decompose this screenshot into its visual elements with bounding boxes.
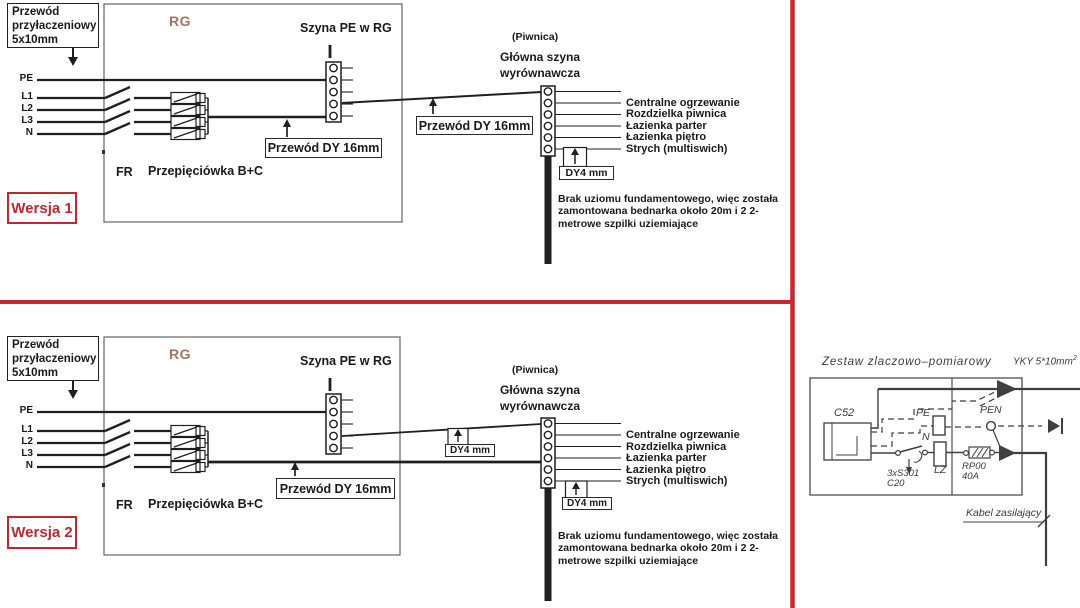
v2-dy4-strip-arrow-icon (566, 481, 588, 498)
v1-pe-bus-strip (326, 45, 353, 122)
fuse-rp00-symbol (964, 447, 995, 458)
v1-pe-bus-title: Szyna PE w RG (300, 21, 392, 35)
v1-branch-label: Łazienka piętro (626, 131, 707, 143)
v1-version-badge: Wersja 1 (7, 192, 77, 224)
meter-c52-symbol (824, 423, 871, 460)
meter-breaker-label (887, 469, 919, 489)
v1-main-bus-title-line1: Główna szyna (499, 50, 581, 64)
v1-earthing-note-line3: metrowe szpilki uziemiające (558, 217, 699, 230)
v1-wire-l2-label: L2 (21, 103, 33, 114)
v2-rg-label: RG (169, 346, 191, 362)
v2-main-bus-title-line2: wyrównawcza (499, 399, 581, 413)
v2-main-equalisation-bus (541, 418, 621, 488)
v1-main-bus-title-line2: wyrównawcza (499, 66, 581, 80)
v2-surge-arresters (171, 426, 208, 473)
continuation-arrow-icon (1048, 418, 1062, 434)
v2-wire-n-label: N (25, 460, 33, 471)
v2-branch-label: Centralne ogrzewanie (626, 429, 740, 441)
v2-dy4-strip-label-box: DY4 mm (562, 497, 612, 510)
meter-pe-label: PE (916, 407, 931, 419)
meter-breaker-line2: C20 (887, 477, 905, 489)
v2-main-bus-title (498, 382, 582, 414)
meter-lz-label: LZ (934, 464, 947, 476)
meter-bottom-cable-label: Kabel zasilający (966, 507, 1042, 519)
v1-wire-pe-label: PE (19, 73, 33, 84)
meter-breaker-line1: 3xS301 (887, 468, 920, 479)
v1-feed-arrow-icon (68, 48, 78, 66)
v2-feed-line1: Przewód (12, 339, 60, 351)
v2-piwnica-label: (Piwnica) (512, 364, 559, 376)
bottom-line-arrowhead-icon (999, 445, 1016, 461)
pen-node (987, 422, 996, 431)
v2-feed-cable-label-box (7, 336, 99, 381)
v2-feed-arrow-icon (68, 381, 78, 399)
v1-main-equalisation-bus (541, 86, 621, 156)
v2-main-bus-title-line1: Główna szyna (499, 383, 581, 397)
v2-feed-line3: 5x10mm (12, 367, 59, 380)
v1-earthing-note-line2: zamontowana bednarka około 20m i 2 2- (558, 205, 759, 218)
v2-dy16-label-box: Przewód DY 16mm (276, 478, 395, 499)
v2-pe-bus-title: Szyna PE w RG (300, 354, 392, 368)
v1-fr-label: FR (116, 165, 133, 179)
lz-n-terminal (934, 442, 946, 466)
v2-earthing-note-line1: Brak uziomu fundamentowego, więc została (558, 530, 778, 542)
v1-main-bus-title (498, 49, 582, 81)
v1-earthing-note (558, 193, 778, 230)
meter-pen-label: PEN (980, 404, 1002, 416)
v1-branch-label: Rozdzielka piwnica (626, 108, 727, 120)
v1-feed-line2: przyłaczeniowy (12, 20, 97, 33)
top-line-arrowhead-icon (997, 380, 1017, 398)
v2-wire-l1-label: L1 (21, 424, 33, 435)
meter-fuse-line1: RP00 (962, 461, 986, 472)
v2-earthing-note-line2: zamontowana bednarka około 20m i 2 2- (558, 542, 759, 555)
v2-dy4-wire-arrow-icon (448, 429, 468, 446)
v1-surge-label: Przepięciówka B+C (148, 164, 263, 178)
dashed-pe-routing (871, 391, 1042, 446)
v2-pe-bus-strip (326, 378, 353, 454)
v1-feed-cable-label-box (7, 3, 99, 48)
v1-branch-label: Strych (multiswich) (626, 143, 728, 155)
v2-wiring (37, 337, 621, 601)
meter-c52-label: C52 (834, 407, 855, 419)
lz-pe-terminal (933, 416, 945, 435)
v2-wire-l3-label: L3 (21, 448, 33, 459)
v2-version-badge: Wersja 2 (7, 516, 77, 549)
v2-feed-line2: przyłaczeniowy (12, 353, 97, 366)
v2-branch-label: Łazienka piętro (626, 464, 707, 476)
v1-earthing-note-line1: Brak uziomu fundamentowego, więc została (558, 193, 778, 205)
meter-fuse-label (962, 462, 986, 482)
v2-dy16-arrow-icon (291, 462, 299, 476)
meter-top-cable-text: YKY 5*10mm (1013, 356, 1073, 368)
v1-wire-n-label: N (25, 127, 33, 138)
v1-branch-label: Centralne ogrzewanie (626, 97, 740, 109)
v2-dy4-wire-label-box: DY4 mm (445, 444, 495, 457)
v1-wire-l3-label: L3 (21, 115, 33, 126)
v2-surge-label: Przepięciówka B+C (148, 497, 263, 511)
v1-piwnica-label: (Piwnica) (512, 31, 559, 43)
v2-earthing-note-line3: metrowe szpilki uziemiające (558, 554, 699, 567)
v1-surge-arresters (171, 93, 208, 140)
v1-feed-line3: 5x10mm (12, 34, 59, 47)
v1-feed-line1: Przewód (12, 6, 60, 18)
v1-rg-label: RG (169, 13, 191, 29)
v1-dy16-label-box-outer: Przewód DY 16mm (416, 116, 533, 135)
v2-branch-label: Strych (multiswich) (626, 475, 728, 487)
v2-fr-label: FR (116, 498, 133, 512)
meter-fuse-line2: 40A (962, 470, 979, 482)
meter-panel-title: Zestaw zlaczowo–pomiarowy (822, 356, 992, 368)
v2-wire-pe-label: PE (19, 405, 33, 416)
v1-dy16-label-box-inner: Przewód DY 16mm (265, 138, 382, 158)
v2-wire-l2-label: L2 (21, 436, 33, 447)
v2-branch-label: Rozdzielka piwnica (626, 441, 727, 453)
v1-wire-l1-label: L1 (21, 91, 33, 102)
v1-dy4-label-box: DY4 mm (559, 166, 614, 180)
meter-top-cable-sup: 2 (1072, 355, 1077, 362)
meter-top-cable-label (1013, 355, 1077, 368)
v1-dy4-arrow-icon (564, 148, 587, 167)
meter-n-label: N (922, 431, 930, 443)
v2-earthing-note (558, 530, 778, 567)
v2-branch-label: Łazienka parter (626, 452, 707, 464)
v1-branch-label: Łazienka parter (626, 120, 707, 132)
